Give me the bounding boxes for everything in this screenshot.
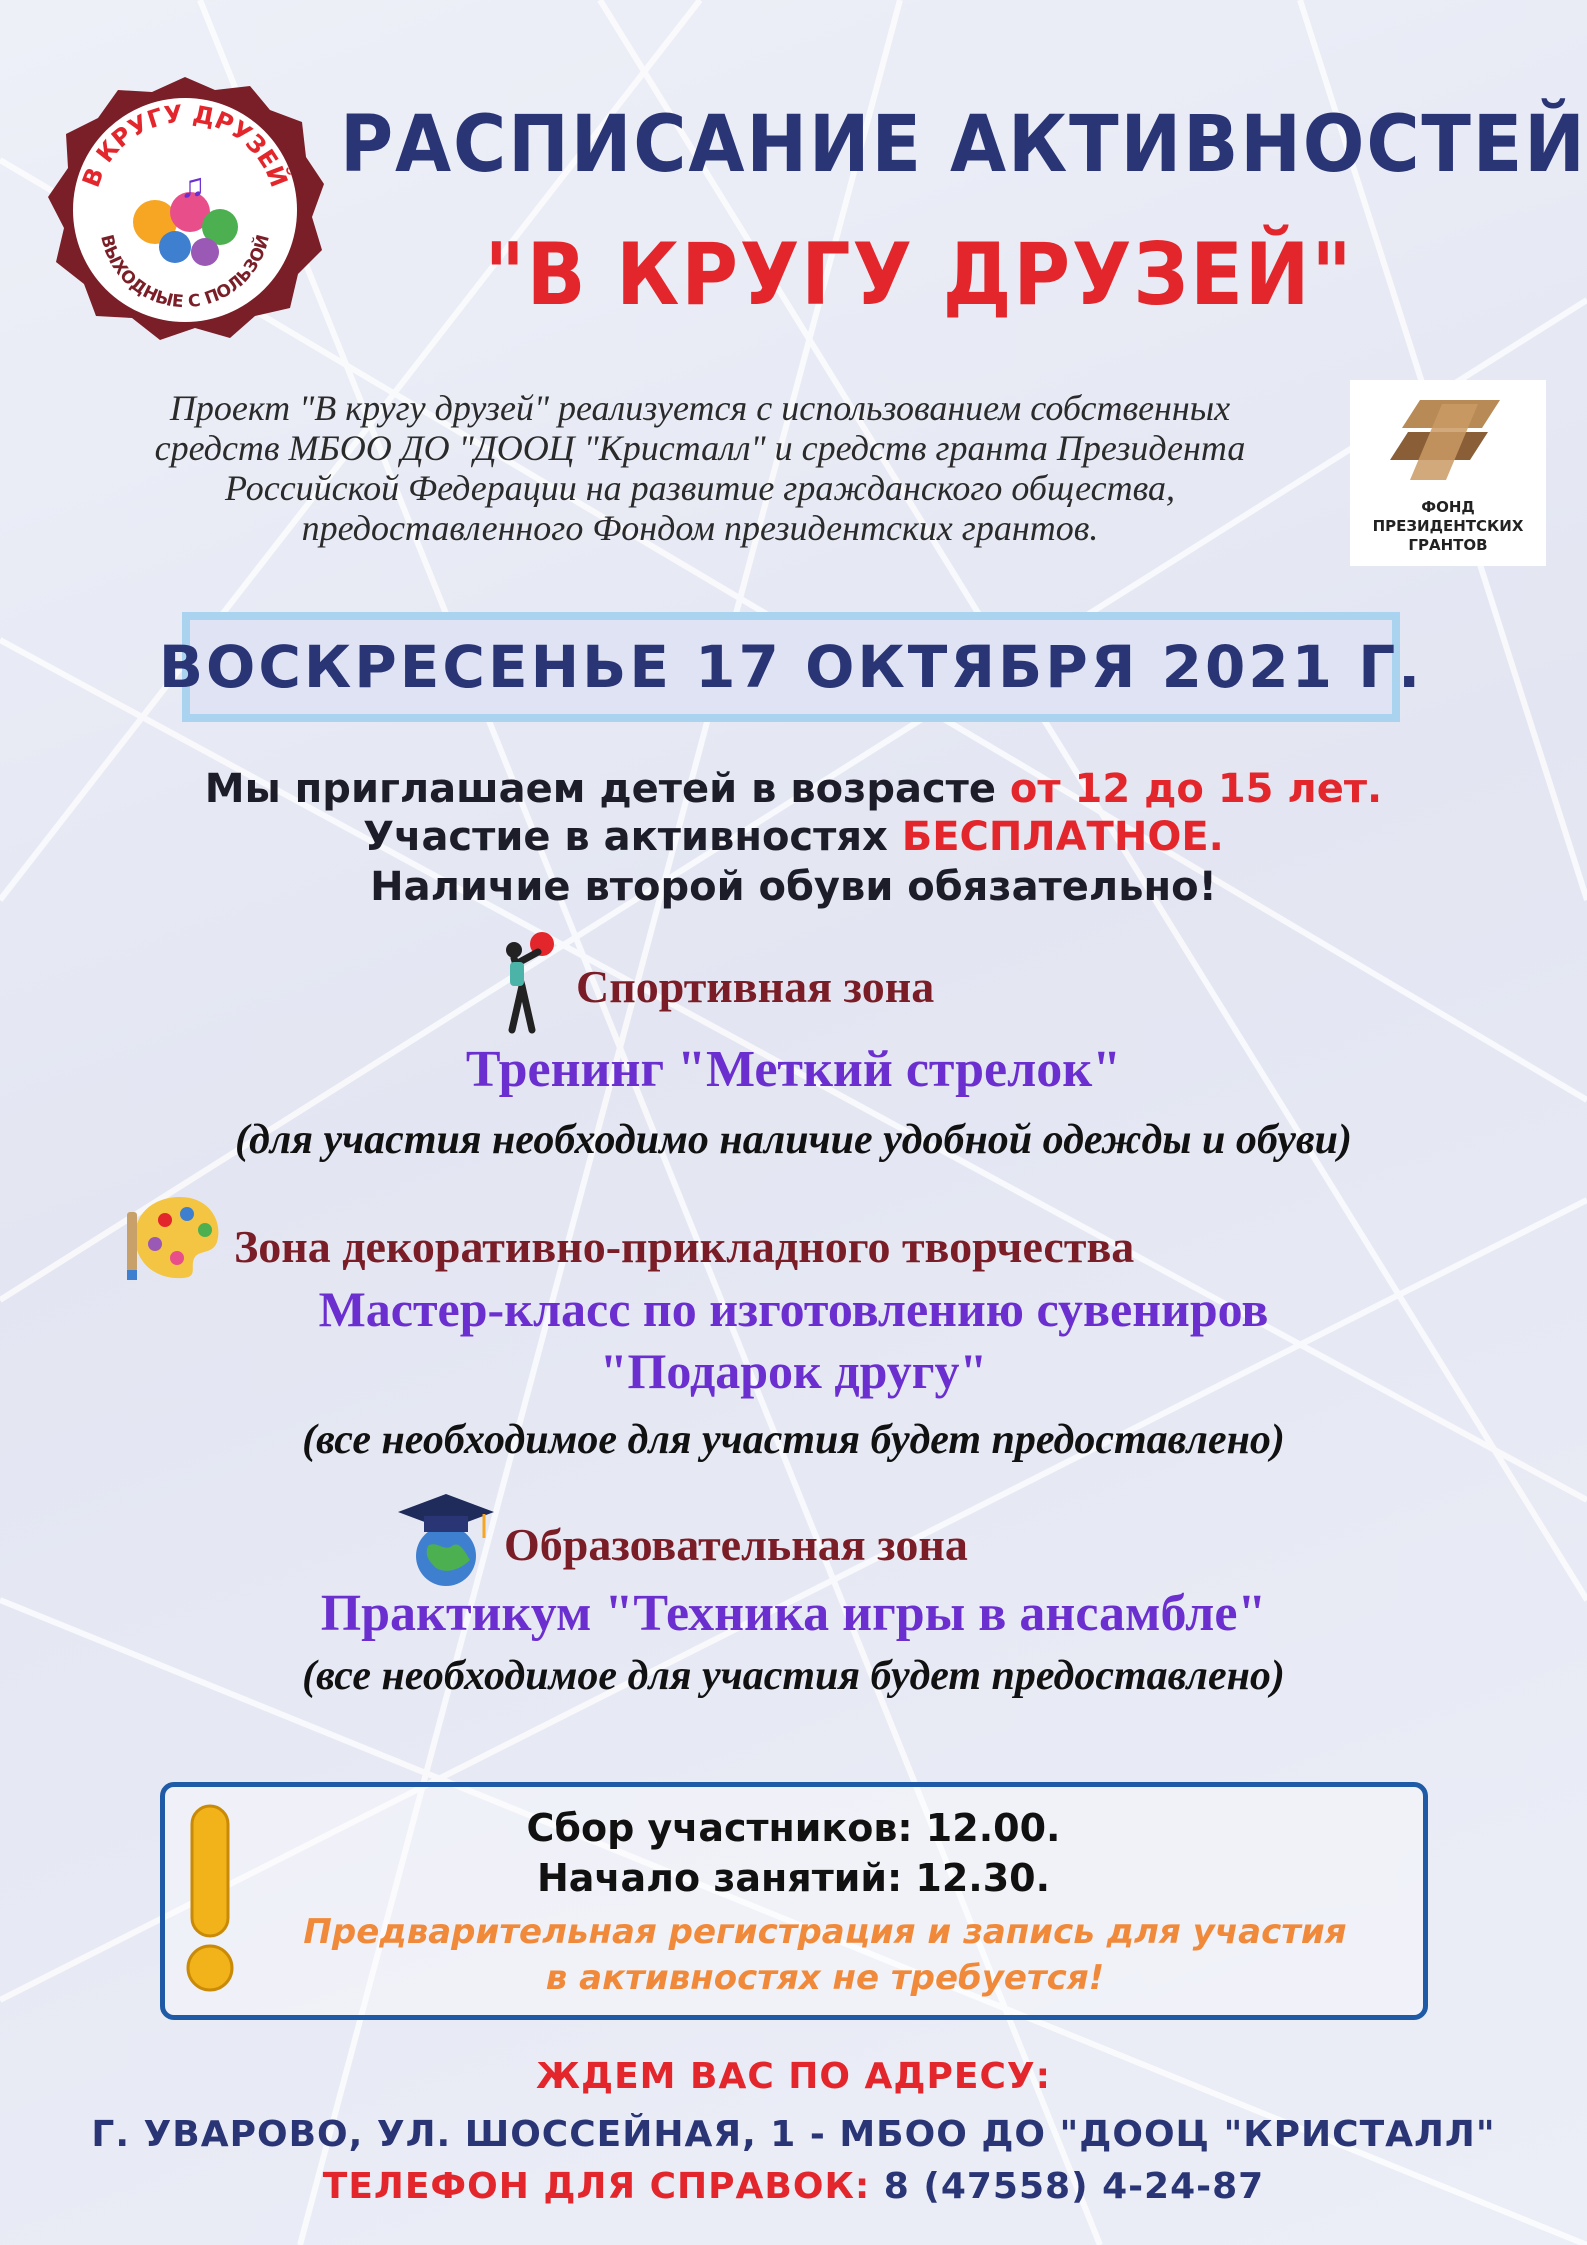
footer-phone-line <box>0 2166 1587 2207</box>
title-line-2: "В КРУГУ ДРУЗЕЙ" <box>484 225 1354 325</box>
note-sport: (для участия необходимо наличие удобной одежды и обуви) <box>234 1117 1353 1163</box>
title-line-1: РАСПИСАНИЕ АКТИВНОСТЕЙ <box>340 100 1587 190</box>
phone-label: ТЕЛЕФОН ДЛЯ СПРАВОК: <box>322 2166 871 2207</box>
event-education: Практикум "Техника игры в ансамбле" <box>320 1585 1267 1642</box>
logo-bottom-text: ВЫХОДНЫЕ С ПОЛЬЗОЙ <box>96 232 274 313</box>
invite-text: Мы приглашаем детей в возрасте <box>204 766 1010 812</box>
event-decorative-line-1: Мастер-класс по изготовлению сувениров <box>318 1281 1269 1337</box>
invite-line-1 <box>0 766 1587 812</box>
zone-title-sport: Спортивная зона <box>576 961 935 1012</box>
fund-logo-line: ФОНД <box>1421 498 1475 516</box>
age-range: от 12 до 15 лет. <box>1009 766 1383 812</box>
project-line: Российской Федерации на развитие гражданского общества, <box>225 468 1175 508</box>
footer-address: Г. УВАРОВО, УЛ. ШОССЕЙНАЯ, 1 - МБОО ДО "ДООЦ "КРИСТАЛЛ" <box>91 2114 1496 2155</box>
fund-logo-line: ПРЕЗИДЕНТСКИХ <box>1372 517 1524 535</box>
note-decorative: (все необходимое для участия будет предоставлено) <box>302 1417 1285 1463</box>
logo-top-text: В КРУГУ ДРУЗЕЙ <box>76 99 294 191</box>
project-description <box>60 388 1340 548</box>
graduation-globe-icon <box>396 1490 496 1590</box>
invite-line-2 <box>0 814 1587 860</box>
project-line: предоставленного Фондом президентских грантов. <box>301 508 1099 548</box>
project-logo <box>40 72 330 342</box>
fund-logo-line: ГРАНТОВ <box>1408 536 1488 554</box>
date-banner <box>158 612 1424 722</box>
invite-text: Участие в активностях <box>363 814 902 860</box>
palette-icon <box>125 1192 225 1282</box>
footer-invite: ЖДЕМ ВАС ПО АДРЕСУ: <box>535 2056 1052 2097</box>
invite-line-3: Наличие второй обуви обязательно! <box>370 864 1217 910</box>
note-education: (все необходимое для участия будет предоставлено) <box>302 1653 1285 1699</box>
project-line: средств МБОО ДО "ДООЦ "Кристалл" и средств гранта Президента <box>154 428 1246 468</box>
event-sport: Тренинг "Меткий стрелок" <box>465 1041 1122 1098</box>
start-time: Начало занятий: 12.30. <box>536 1856 1051 1900</box>
event-date: ВОСКРЕСЕНЬЕ 17 ОКТЯБРЯ 2021 Г. <box>158 633 1424 701</box>
gathering-time: Сбор участников: 12.00. <box>526 1806 1061 1850</box>
project-line: Проект "В кругу друзей" реализуется с использованием собственных <box>169 388 1231 428</box>
phone-number: 8 (47558) 4-24-87 <box>870 2166 1265 2207</box>
svg-text:♫: ♫ <box>180 167 206 205</box>
fund-logo-text <box>1350 498 1546 555</box>
free-label: БЕСПЛАТНОЕ. <box>901 814 1224 860</box>
fitness-icon <box>478 930 558 1035</box>
fund-logo <box>1350 380 1546 566</box>
zone-title-education: Образовательная зона <box>504 1519 968 1570</box>
zone-title-decorative: Зона декоративно-прикладного творчества <box>234 1221 1135 1272</box>
fund-logo-mark <box>1350 380 1546 498</box>
registration-note-line-1: Предварительная регистрация и запись для участия <box>303 1912 1347 1952</box>
registration-note-line-2: в активностях не требуется! <box>545 1958 1105 1998</box>
event-decorative-line-2: "Подарок другу" <box>599 1343 988 1399</box>
